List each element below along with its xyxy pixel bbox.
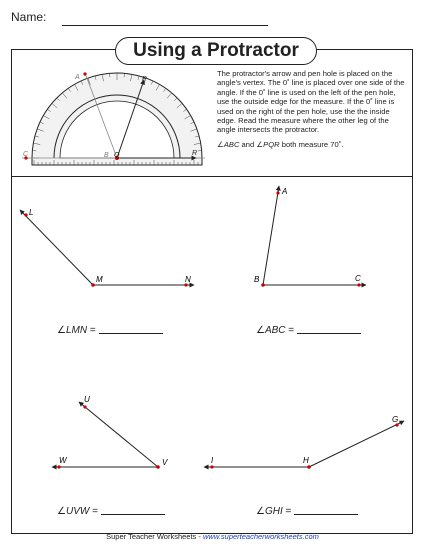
protractor-label-q: Q [114,152,120,159]
point-label-i: I [211,456,214,465]
answer-lmn: ∠LMN = [57,325,163,336]
answer-blank-uvw[interactable] [101,514,165,515]
protractor-label-p: P [142,76,147,83]
example-statement: ∠ABC and ∠PQR both measure 70˚. [217,139,344,149]
point-label-b: B [254,275,260,284]
protractor-label-b: B [104,152,109,159]
protractor-label-r: R [192,150,198,157]
worksheet-title: Using a Protractor [115,37,317,65]
instructions-text: The protractor's arrow and pen hole is placed on the angle's vertex. The 0˚ line is placed over one side of the angle. If the 0˚ line is used on the left of the pen hole, use the outside edge for the measure. If the 0˚ line is used on the right of the pen hole, use the the inside edge. Read the measure where the other leg of the angle intersects the protractor. [217,69,405,135]
point-label-m: M [96,275,103,284]
footer-text: Super Teacher Worksheets - [106,532,203,541]
protractor-label-c: C [23,151,29,158]
protractor-label-a: A [75,74,80,81]
footer [0,532,425,541]
point-label-u: U [84,395,90,404]
answer-ghi: ∠GHI = [256,506,358,517]
point-label-l: L [29,208,34,217]
angle-ghi-figure [204,415,404,469]
footer-url[interactable]: www.superteacherworksheets.com [202,532,319,541]
point-label-n: N [185,275,191,284]
instructions-block [217,69,409,149]
protractor-figure [22,72,205,165]
point-label-a: A [282,187,288,196]
point-label-w: W [59,456,67,465]
name-label: Name: [11,10,47,24]
angle-uvw-figure [52,395,168,469]
answer-blank-abc[interactable] [297,333,361,334]
point-label-h: H [303,456,309,465]
angle-abc-figure [254,186,366,287]
point-label-g: G [392,415,399,424]
point-label-c: C [355,274,361,283]
angle-lmn-figure [20,208,194,287]
answer-uvw: ∠UVW = [57,506,165,517]
answer-blank-ghi[interactable] [294,514,358,515]
answer-abc: ∠ABC = [256,325,361,336]
point-label-v: V [162,458,168,467]
answer-blank-lmn[interactable] [99,333,163,334]
